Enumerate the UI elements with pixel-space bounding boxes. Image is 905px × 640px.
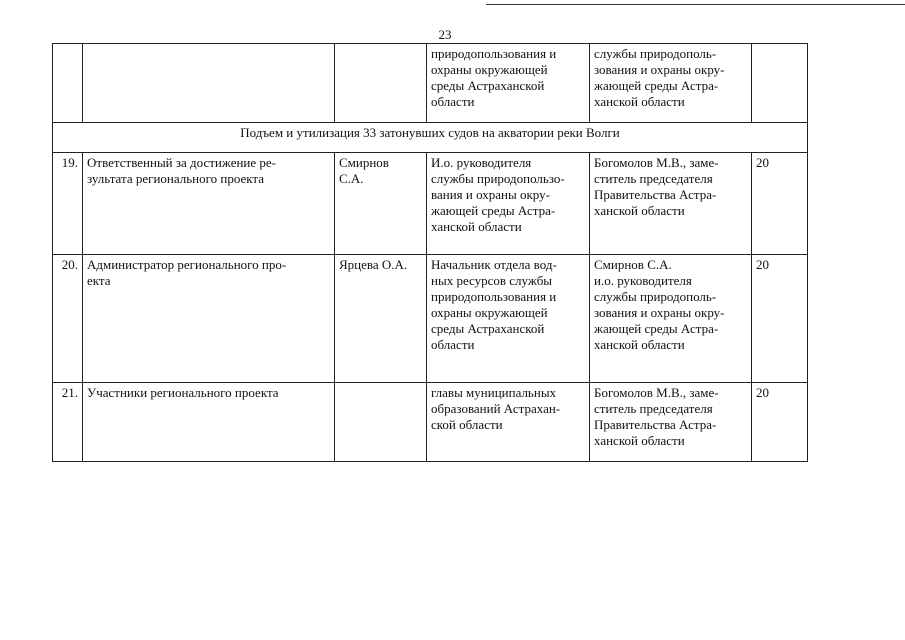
continuation-row [53, 44, 808, 123]
cell-value: 20 [752, 383, 808, 462]
cell-position: природопользования и охраны окружающей среды Астраханской области [427, 44, 590, 123]
cell-position: И.о. руководителя службы природопользо- вания и охраны окру- жающей среды Астра- ханской области [427, 153, 590, 255]
table-row [53, 255, 808, 383]
cell-person: Смирнов С.А. [335, 153, 427, 255]
table-row [53, 153, 808, 255]
cell-role: Ответственный за достижение ре- зультата регионального проекта [83, 153, 335, 255]
cell-person: Ярцева О.А. [335, 255, 427, 383]
row-number: 21. [53, 383, 83, 462]
cell-value [752, 44, 808, 123]
cell-position: главы муниципальных образований Астрахан- ской области [427, 383, 590, 462]
cell-supervisor: Богомолов М.В., заме- ститель председателя Правительства Астра- ханской области [590, 383, 752, 462]
cell-role: Администратор регионального про- екта [83, 255, 335, 383]
cell-position: Начальник отдела вод- ных ресурсов службы природопользования и охраны окружающей среды Астраханской области [427, 255, 590, 383]
table-row [53, 383, 808, 462]
section-title: Подъем и утилизация 33 затонувших судов на акватории реки Волги [53, 123, 808, 153]
section-row [53, 123, 808, 153]
header-rule [486, 4, 905, 5]
row-number: 20. [53, 255, 83, 383]
responsibility-table [52, 43, 808, 462]
row-number: 19. [53, 153, 83, 255]
cell-supervisor: службы природополь- зования и охраны окру- жающей среды Астра- ханской области [590, 44, 752, 123]
cell-num [53, 44, 83, 123]
cell-value: 20 [752, 153, 808, 255]
cell-value: 20 [752, 255, 808, 383]
cell-role: Участники регионального проекта [83, 383, 335, 462]
cell-supervisor: Смирнов С.А. и.о. руководителя службы природополь- зования и охраны окру- жающей среды Астра- ханской области [590, 255, 752, 383]
cell-supervisor: Богомолов М.В., заме- ститель председателя Правительства Астра- ханской области [590, 153, 752, 255]
cell-role [83, 44, 335, 123]
page-number: 23 [438, 27, 452, 42]
cell-person [335, 44, 427, 123]
cell-person [335, 383, 427, 462]
